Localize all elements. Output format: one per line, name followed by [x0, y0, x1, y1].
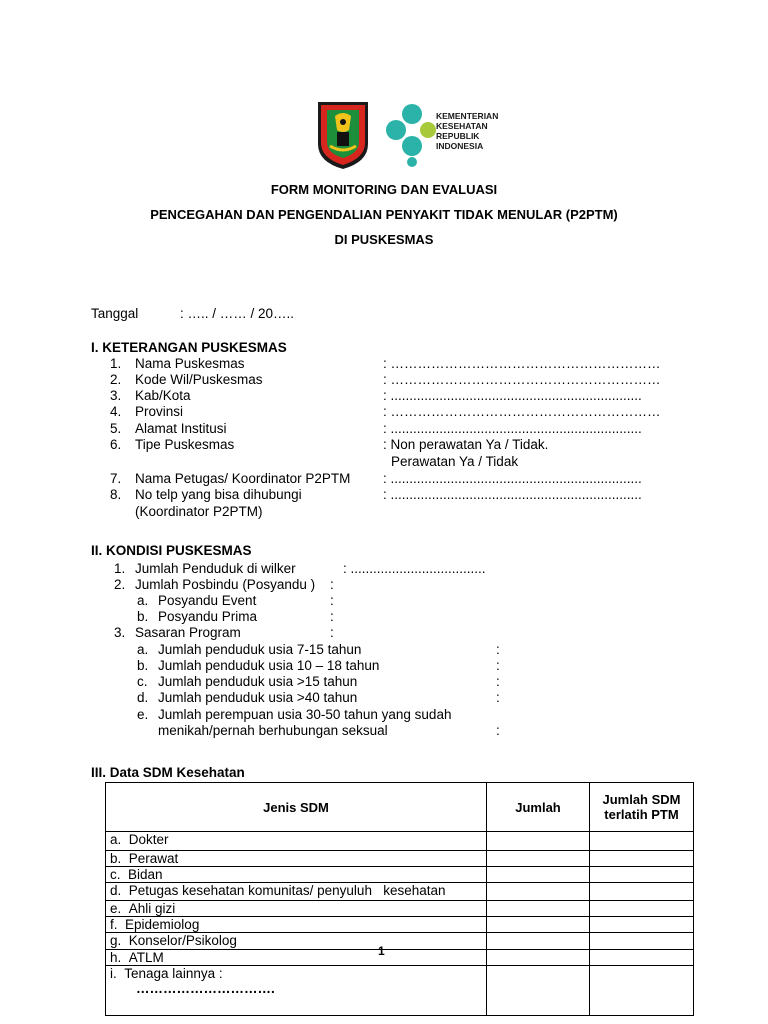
sdm-table [105, 782, 694, 1016]
provinsi-field[interactable]: : …………………………………………………… [383, 404, 661, 419]
table-cell-jenis: g. Konselor/Psikolog [106, 933, 487, 950]
column-header-jenis-sdm: Jenis SDM [106, 783, 487, 832]
table-row [106, 883, 694, 901]
jumlah-penduduk-field[interactable]: : .................................... [343, 561, 486, 576]
posyandu-prima-field[interactable]: : [330, 609, 334, 624]
section-1-heading: I. KETERANGAN PUSKESMAS [91, 340, 287, 355]
table-row [106, 851, 694, 867]
field-label: No telp yang bisa dihubungi [135, 487, 302, 502]
list-item-number: 2. [110, 372, 122, 387]
terlatih-cell[interactable] [590, 883, 694, 901]
jumlah-cell[interactable] [487, 867, 590, 883]
list-item-number: 6. [110, 437, 122, 452]
terlatih-cell[interactable] [590, 867, 694, 883]
field-label: Jumlah perempuan usia 30-50 tahun yang sudah [158, 707, 452, 722]
field-label: Provinsi [135, 404, 184, 419]
page-number: 1 [378, 944, 385, 958]
list-item-number: a. [137, 593, 149, 608]
table-row [106, 832, 694, 851]
tenaga-lainnya-field[interactable]: …………………………. [136, 981, 275, 996]
kode-wil-field[interactable]: : …………………………………………………… [383, 372, 661, 387]
field-label: Nama Petugas/ Koordinator P2PTM [135, 471, 351, 486]
terlatih-cell[interactable] [590, 933, 694, 950]
table-cell-jenis: a. Dokter [106, 832, 487, 851]
list-item-number: 3. [110, 388, 122, 403]
table-row [106, 966, 694, 1016]
jumlah-cell[interactable] [487, 901, 590, 917]
jumlah-cell[interactable] [487, 933, 590, 950]
list-item-number: 7. [110, 471, 122, 486]
terlatih-cell[interactable] [590, 832, 694, 851]
field-label: Jumlah penduduk usia >40 tahun [158, 690, 358, 705]
field-label: Kode Wil/Puskesmas [135, 372, 263, 387]
field-label: Jumlah penduduk usia 10 – 18 tahun [158, 658, 380, 673]
table-row [106, 901, 694, 917]
nama-petugas-field[interactable]: : ................................................................... [383, 471, 642, 486]
field-label: Posyandu Event [158, 593, 257, 608]
list-item-number: 8. [110, 487, 122, 502]
field-label: Jumlah penduduk usia >15 tahun [158, 674, 358, 689]
jumlah-posbindu-field[interactable]: : [330, 577, 334, 592]
list-item-number: e. [137, 707, 149, 722]
no-telp-field[interactable]: : ................................................................... [383, 487, 642, 502]
jumlah-cell[interactable] [487, 832, 590, 851]
posyandu-event-field[interactable]: : [330, 593, 334, 608]
header-logos [316, 100, 516, 172]
jumlah-cell[interactable] [487, 917, 590, 933]
terlatih-cell[interactable] [590, 917, 694, 933]
table-row [106, 867, 694, 883]
table-cell-jenis: f. Epidemiolog [106, 917, 487, 933]
jumlah-cell[interactable] [487, 883, 590, 901]
field-label: Kab/Kota [135, 388, 191, 403]
section-3-heading: III. Data SDM Kesehatan [91, 765, 245, 780]
regional-emblem-icon [316, 100, 370, 170]
jumlah-cell[interactable] [487, 966, 590, 1016]
list-item-number: b. [137, 658, 149, 673]
field-label: Alamat Institusi [135, 421, 227, 436]
perempuan-30-50-field[interactable]: : [496, 723, 500, 738]
jumlah-cell[interactable] [487, 950, 590, 966]
field-label: Tipe Puskesmas [135, 437, 235, 452]
list-item-number: 4. [110, 404, 122, 419]
section-2-heading: II. KONDISI PUSKESMAS [91, 543, 252, 558]
table-cell-jenis: d. Petugas kesehatan komunitas/ penyuluh kesehatan [106, 883, 487, 901]
table-header-row [106, 783, 694, 832]
list-item-number: 5. [110, 421, 122, 436]
field-label-continued: (Koordinator P2PTM) [135, 504, 263, 519]
column-header-terlatih-ptm: Jumlah SDM terlatih PTM [590, 783, 694, 832]
usia-40-field[interactable]: : [496, 690, 500, 705]
kemenkes-logo-icon [382, 100, 436, 170]
terlatih-cell[interactable] [590, 851, 694, 867]
list-item-number: a. [137, 642, 149, 657]
table-row [106, 933, 694, 950]
usia-15-field[interactable]: : [496, 674, 500, 689]
field-label: Posyandu Prima [158, 609, 258, 624]
list-item-number: 1. [110, 356, 122, 371]
field-label: Nama Puskesmas [135, 356, 245, 371]
terlatih-cell[interactable] [590, 901, 694, 917]
list-item-number: 2. [114, 577, 126, 592]
kab-kota-field[interactable]: : ................................................................... [383, 388, 642, 403]
usia-10-18-field[interactable]: : [496, 658, 500, 673]
table-cell-jenis: i. Tenaga lainnya : …………………………. [106, 966, 487, 1016]
kemenkes-logo-text: KEMENTERIAN KESEHATAN REPUBLIK INDONESIA [436, 111, 499, 151]
sasaran-program-field[interactable]: : [330, 625, 334, 640]
form-title: FORM MONITORING DAN EVALUASI [270, 182, 498, 197]
terlatih-cell[interactable] [590, 966, 694, 1016]
nama-puskesmas-field[interactable]: : …………………………………………………… [383, 356, 661, 371]
table-cell-jenis: h. ATLM [106, 950, 487, 966]
terlatih-cell[interactable] [590, 950, 694, 966]
list-item-number: 3. [114, 625, 126, 640]
form-subtitle: PENCEGAHAN DAN PENGENDALIAN PENYAKIT TIDAK MENULAR (P2PTM) [150, 207, 618, 222]
usia-7-15-field[interactable]: : [496, 642, 500, 657]
tipe-nonperawatan-field[interactable]: : Non perawatan Ya / Tidak. [383, 437, 549, 452]
alamat-field[interactable]: : ................................................................... [383, 421, 642, 436]
column-header-jumlah: Jumlah [487, 783, 590, 832]
table-cell-jenis: c. Bidan [106, 867, 487, 883]
field-label: Jumlah penduduk usia 7-15 tahun [158, 642, 362, 657]
jumlah-cell[interactable] [487, 851, 590, 867]
list-item-number: d. [137, 690, 149, 705]
field-label: Jumlah Penduduk di wilker [135, 561, 296, 576]
list-item-number: c. [137, 674, 148, 689]
table-row [106, 950, 694, 966]
table-cell-jenis: e. Ahli gizi [106, 901, 487, 917]
list-item-number: b. [137, 609, 149, 624]
tipe-perawatan-field[interactable]: Perawatan Ya / Tidak [391, 454, 519, 469]
field-label: Sasaran Program [135, 625, 241, 640]
table-row [106, 917, 694, 933]
field-label: Jumlah Posbindu (Posyandu ) [135, 577, 316, 592]
field-label-continued: menikah/pernah berhubungan seksual [158, 723, 388, 738]
tanggal-field[interactable]: : ….. / …… / 20….. [180, 306, 295, 321]
form-subtitle-location: DI PUSKESMAS [334, 232, 434, 247]
tanggal-label: Tanggal [91, 306, 139, 321]
table-cell-jenis: b. Perawat [106, 851, 487, 867]
list-item-number: 1. [114, 561, 126, 576]
